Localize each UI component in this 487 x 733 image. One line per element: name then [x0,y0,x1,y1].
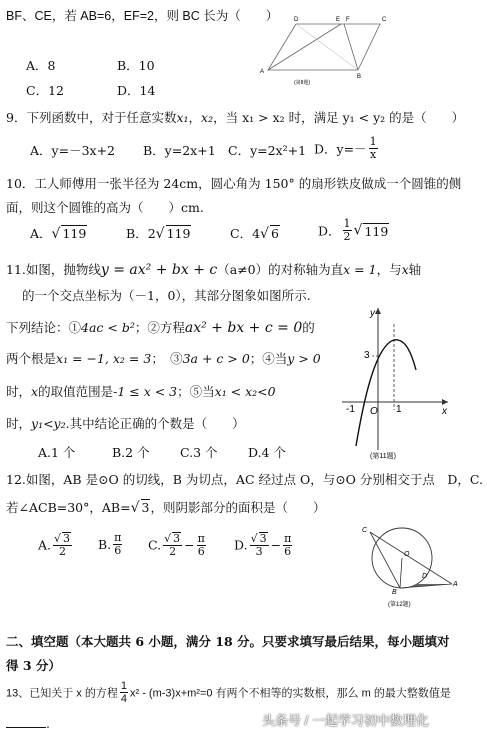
q12-fig-a: A [453,581,458,588]
q10-d-label: D． [318,223,341,239]
q10-b-coef: 2 [147,226,156,241]
q9-option-d [314,136,380,161]
q12-c-val: 3 [173,532,181,545]
q11-option-b: B.2 个 [112,445,150,460]
q12-d-minus: − [270,537,282,553]
q11-l1-d: 轴 [408,262,422,277]
q12-fig-c: C [362,527,368,534]
q11-option-a: A.1 个 [38,445,76,460]
q11-l3-b: ；②方程 [134,320,185,335]
q9-option-a: A．y=－3x+2 [30,143,115,158]
q13-num: 1 [120,680,127,692]
q11-l4-c: ；④当 [249,351,288,366]
q11-option-d: D.4 个 [248,445,286,460]
q12-fig-o: O [404,551,410,558]
q8-option-c: C．12 [26,83,64,98]
q9-mid1: ， [188,110,202,125]
q12-d-label: D. [234,537,248,553]
q11-figure [334,300,454,460]
q12-option-a: A. $\frac{√ 3}{2}$ [38,532,71,558]
q12-l2-b: ，则阴影部分的面积是（ ） [150,500,326,515]
q8-fig-label-d: D [294,17,299,23]
q10-line1: 10．工人师傅用一张半径为 24cm，圆心角为 150° 的扇形铁皮做成一个圆锥的侧 [6,176,462,191]
q12-fig-d: D [422,573,428,580]
q11-l1-x: x = 1 [343,262,377,277]
q12-b-label: B. [98,537,112,552]
q10-option-a: A．√ 119 [30,226,87,242]
q10-option-d: D． $\frac{1}{2}$ √ 119 [318,217,389,243]
q11-line4 [6,349,321,367]
q8-figure [258,8,388,88]
q8-fig-label-a: A [260,69,265,75]
q10-c-label: C． [230,226,253,241]
q11-l4-eq2: 3a + c > 0 [182,351,250,366]
q11-fig-caption: (第11题) [370,453,396,460]
q11-line3 [6,318,315,336]
q11-option-c: C.3 个 [180,445,218,460]
q11-fig-origin: O [370,406,378,417]
q12-c-num2: π [197,531,205,545]
q12-fig-caption: (第12题) [388,602,411,608]
q9-x1: x₁ [176,110,189,125]
section2-line2: 得 3 分） [6,658,61,673]
q10-a-label: A． [30,226,52,241]
q11-l5-c: ；⑤当 [177,384,215,399]
q8-option-d: D．14 [117,83,156,98]
q13-suffix: x² - (m-3)x+m²=0 有两个不相等的实数根，那么 m 的最大整数值是 [129,687,451,700]
q11-line1 [6,260,421,278]
q12-c-label: C. [148,537,162,553]
q12-a-den: 2 [59,545,67,558]
q13-prefix: 13、已知关于 x 的方程 [6,687,118,700]
q11-l3-eq: 4ac < b² [81,320,135,335]
q10-line2: 面，则这个圆锥的高为（ ）cm. [6,200,204,215]
q13-den: 4 [120,693,127,705]
q10-b-label: B． [126,226,148,241]
q9-stem [6,108,464,126]
q11-l5-a: 时， [6,384,32,399]
q8-fig-label-e: E [336,17,341,23]
q12-c-den: 2 [169,545,177,558]
q12-d-den: 3 [255,545,263,558]
q11-fig-1: 1 [396,404,402,415]
section2-line1: 二、填空题（本大题共 6 小题，满分 18 分。只要求填写最后结果，每小题填对 [6,634,450,649]
q12-d-num2: π [284,531,292,545]
q10-c-val: 6 [270,226,279,241]
q12-a-label: A. [38,537,52,553]
q11-l5-x: x [31,384,39,399]
q11-line6 [6,414,245,432]
q11-l1-eq: y = ax² + bx + c [100,262,218,278]
q10-d-num: 1 [343,217,351,230]
q11-l3-c: 的 [302,320,315,335]
q11-l1-c: ，与 [376,262,402,277]
q9-d-den: x [369,148,377,161]
q8-fig-label-f: F [346,17,350,23]
q12-c-minus: − [184,537,195,553]
q11-l6-eq: y₁<y₂ [31,416,66,431]
q11-line5 [6,382,276,400]
q10-option-b: B．2√ 119 [126,226,191,242]
q11-l4-a: 两个根是 [6,351,57,366]
q11-l4-b: ； ③ [151,351,183,366]
q8-fig-label-c: C [382,17,387,23]
q12-option-c: C. $\frac{√ 3}{2}$ − $\frac{\pi}{6}$ [148,531,205,558]
q12-a-val: 3 [63,532,71,545]
q9-x2: x₂ [201,110,214,125]
q12-line1: 12.如图，AB 是⊙O 的切线，B 为切点，AC 经过点 O，与⊙O 分别相交于点 D，C. [6,472,484,487]
q12-fig-b: B [392,589,397,596]
q12-option-d: D. $\frac{√ 3}{3}$ − $\frac{\pi}{6}$ [234,531,292,558]
q8-option-b: B．10 [117,58,155,73]
q12-c-den2: 6 [197,544,205,558]
q13-answer-blank[interactable]: . [6,716,50,731]
q11-l4-eq3: y > 0 [287,351,321,366]
q11-fig-x: x [442,406,447,417]
q12-line2: 若∠ACB=30°，AB=√ 3，则阴影部分的面积是（ ） [6,500,326,516]
q10-d-val: 119 [364,223,389,239]
q12-option-b [98,532,124,557]
q12-figure [360,520,460,612]
q10-b-val: 119 [166,226,191,241]
q11-l1-x2: x [401,262,409,277]
q12-b-num: π [114,531,122,544]
q11-fig-y: y [370,308,375,319]
q8-text: BF、CE，若 AB=6，EF=2，则 BC 长为（ ） [6,9,279,23]
q11-l6-b: .其中结论正确的个数是（ ） [65,416,245,431]
q11-l6-a: 时， [6,416,32,431]
q11-fig-neg1: -1 [346,404,355,415]
q12-d-den2: 6 [284,544,292,558]
q12-d-val: 3 [259,532,267,545]
q8-option-a: A．8 [26,58,56,73]
q11-l1-a: 11.如图，抛物线 [6,262,101,277]
q10-d-den: 2 [343,230,351,243]
q11-fig-3: 3 [364,350,370,361]
q9-mid2: ，当 x₁ > x₂ 时，满足 y₁ < y₂ 的是（ ） [213,110,465,125]
q12-l2-a: 若∠ACB=30°，AB= [6,500,131,515]
q11-l1-b: （a≠0）的对称轴为直 [217,262,344,277]
q9-d-num: 1 [369,135,377,148]
q8-fig-caption: (第8题) [294,80,311,86]
q11-l3-eq2: ax² + bx + c = 0 [184,320,303,336]
q12-l2-val: 3 [141,500,150,515]
q8-fig-label-b: B [357,74,362,80]
watermark: 头条号 / 一起学习初中数理化 [262,713,429,728]
q9-option-c: C．y=2x²+1 [228,143,307,158]
q11-l4-eq: x₁ = −1, x₂ = 3 [56,351,152,366]
q11-l3-a: 下列结论：① [6,320,82,335]
q11-l5-eq: -1 ≤ x < 3 [113,384,178,399]
q11-l5-eq2: x₁ < x₂<0 [214,384,276,399]
q11-line2: 的一个交点坐标为（－1，0），其部分图象如图所示. [22,288,311,303]
q12-b-den: 6 [114,544,122,557]
q11-l5-b: 的取值范围是 [38,384,114,399]
q9-option-d-label: D．y=－ [314,141,367,157]
q10-option-c: C．4√ 6 [230,226,279,242]
q9-prefix: 9．下列函数中，对于任意实数 [6,110,177,125]
q9-option-b: B．y=2x+1 [143,143,216,158]
q10-a-val: 119 [62,226,87,241]
q10-c-coef: 4 [252,226,261,241]
q13-stem [6,680,451,705]
